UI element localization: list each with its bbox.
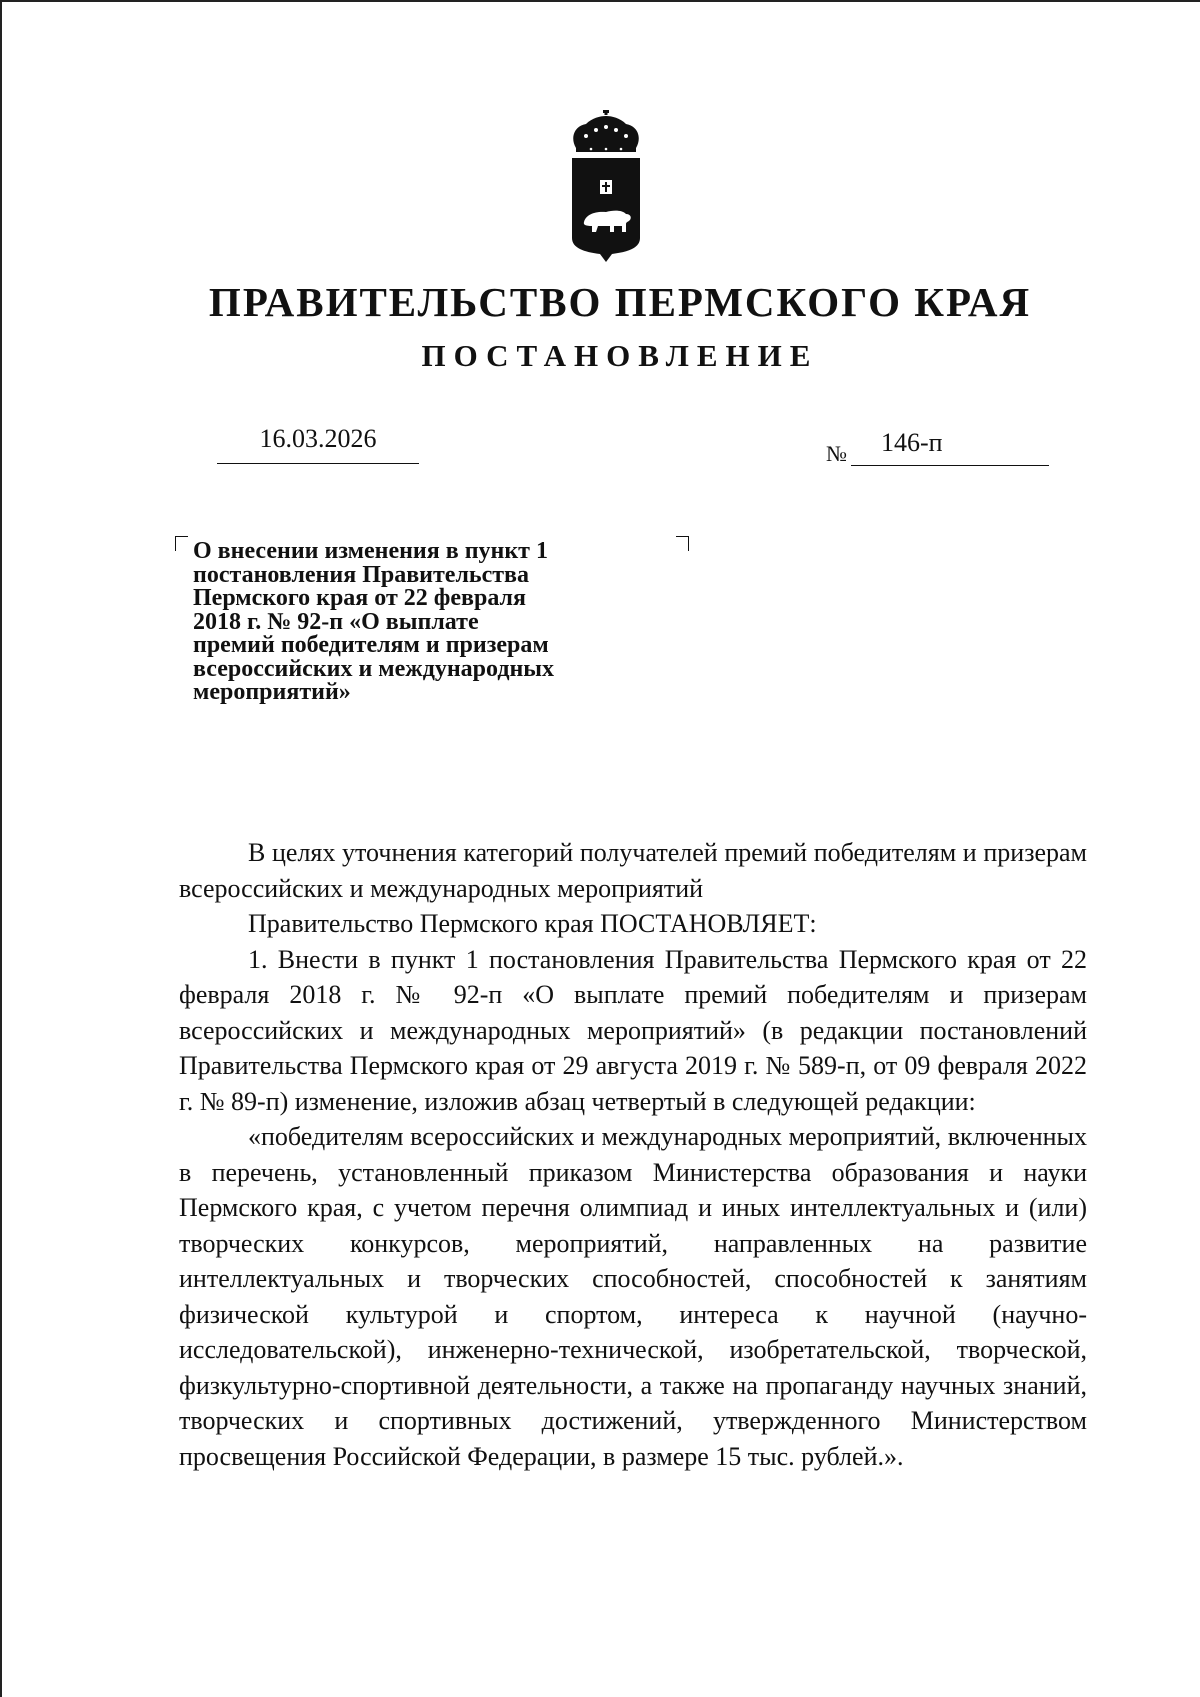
number-sign: № bbox=[826, 441, 847, 466]
subject-line: премий победителям и призерам bbox=[193, 632, 549, 658]
document-number: 146-п bbox=[881, 428, 943, 457]
subject-line: всероссийских и международных bbox=[193, 655, 555, 682]
document-type: ПОСТАНОВЛЕНИЕ bbox=[421, 338, 819, 373]
subject-line: О внесении изменения в пункт 1 bbox=[193, 538, 548, 564]
subject-line: 2018 г. № 92-п «О выплате bbox=[193, 608, 479, 635]
date-underline bbox=[217, 463, 419, 464]
government-name: ПРАВИТЕЛЬСТВО ПЕРМСКОГО КРАЯ bbox=[208, 279, 1032, 325]
document-date: 16.03.2026 bbox=[259, 424, 377, 453]
page-border-top bbox=[0, 0, 1200, 2]
body-paragraph-preamble: В целях уточнения категорий получателей премий победителям и призерам всероссийских и международных мероприятий bbox=[179, 838, 1087, 903]
subject-corner-right bbox=[676, 536, 689, 551]
document-subject bbox=[193, 540, 653, 705]
subject-line: Пермского края от 22 февраля bbox=[193, 585, 526, 611]
perm-krai-coat-of-arms-icon bbox=[566, 110, 646, 262]
page-border-left bbox=[0, 0, 2, 1697]
body-paragraph-quoted-text: «победителям всероссийских и международных мероприятий, включенных в перечень, установленный приказом Министерства образования и науки Пермского края, с учетом перечня олимпиад и иных интеллектуальных и (или) творческих конкурсов, мероприятий, направленных на развитие интеллектуальных и творческих способностей, способностей к занятиям физической культурой и спортом, интереса к научной (научно-исследовательской), инженерно-технической, изобретательской, творческой, физкультурно-спортивной деятельности, а также на пропаганду научных знаний, творческих и спортивных достижений, утвержденного Министерством просвещения Российской Федерации, в размере 15 тыс. рублей.». bbox=[179, 1122, 1087, 1471]
subject-line: мероприятий» bbox=[193, 679, 351, 705]
document-body bbox=[179, 835, 1087, 1474]
subject-corner-left bbox=[175, 536, 188, 551]
body-paragraph-resolves: Правительство Пермского края ПОСТАНОВЛЯЕТ: bbox=[248, 909, 817, 938]
subject-line: постановления Правительства bbox=[193, 561, 529, 588]
body-paragraph-item-1: 1. Внести в пункт 1 постановления Правительства Пермского края от 22 февраля 2018 г. № 92-п «О выплате премий победителям и призерам всероссийских и международных мероприятий» (в редакции постановлений Правительства Пермского края от 29 августа 2019 г. № 589-п, от 09 февраля 2022 г. № 89-п) изменение, изложив абзац четвертый в следующей редакции: bbox=[179, 944, 1087, 1116]
number-underline bbox=[851, 465, 1049, 466]
